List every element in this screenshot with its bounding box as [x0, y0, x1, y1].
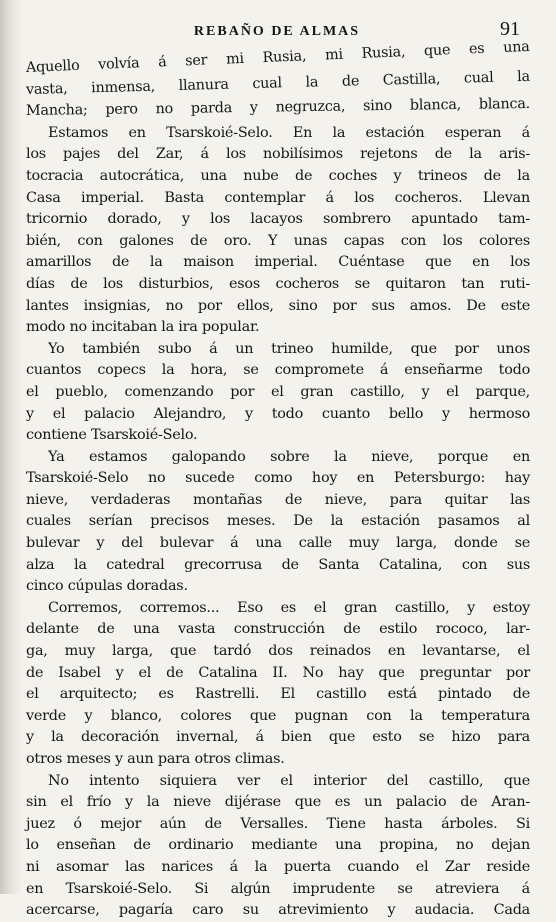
- text-line: y el palacio Alejandro, y todo cuanto bello y hermoso: [26, 405, 530, 422]
- text-line: sin el frío y la nieve dijérase que es un palacio de Aran-: [26, 794, 530, 811]
- text-line: amarillos de la maison imperial. Cuéntase que en los: [26, 254, 530, 271]
- text-line: días de los disturbios, esos cocheros se quitaron tan ruti-: [26, 275, 530, 292]
- text-line: los pajes del Zar, á los nobilísimos rejetons de la aris-: [26, 146, 530, 163]
- body-text: [25, 38, 531, 922]
- text-line: y la decoración invernal, á bien que esto se hizo para: [26, 729, 530, 746]
- text-line: modo no incitaban la ira popular.: [26, 319, 260, 336]
- text-line: juez ó mejor aún de Versalles. Tiene hasta árboles. Si: [26, 815, 530, 832]
- text-line: Yo también subo á un trineo humilde, que por unos: [48, 340, 530, 357]
- text-line: Ya estamos galopando sobre la nieve, porque en: [48, 448, 530, 465]
- text-line: ni asomar las narices á la puerta cuando el Zar reside: [26, 858, 530, 875]
- text-line: tricornio dorado, y los lacayos sombrero apuntado tam-: [26, 211, 530, 228]
- text-line: Casa imperial. Basta contemplar á los cocheros. Llevan: [26, 189, 530, 206]
- text-line: delante de una vasta construcción de estilo rococo, lar-: [26, 621, 530, 638]
- scan-edge-shadow: [0, 0, 22, 894]
- text-line: Aquello volvía á ser mi Rusia, mi Rusia, que es una: [25, 38, 530, 76]
- text-line: ga, muy larga, que tardó dos reinados en levantarse, el: [26, 643, 530, 660]
- text-line: en Tsarskoié-Selo. Si algún imprudente se atreviera á: [26, 880, 530, 897]
- text-line: Tsarskoié-Selo no sucede como hoy en Petersburgo: hay: [26, 470, 530, 487]
- text-line: nieve, verdaderas montañas de nieve, para quitar las: [26, 491, 530, 508]
- text-line: de Isabel y el de Catalina II. No hay que preguntar por: [26, 664, 530, 681]
- text-line: bulevar y del bulevar á una calle muy larga, donde se: [26, 535, 530, 552]
- text-line: cuales serían precisos meses. De la estación pasamos al: [26, 513, 530, 530]
- text-line: contiene Tsarskoié-Selo.: [26, 427, 198, 444]
- text-line: Mancha; pero no parda y negruzca, sino blanca, blanca.: [25, 96, 531, 120]
- text-line: vasta, inmensa, llanura cual la de Castilla, cual la: [25, 68, 531, 98]
- text-line: cinco cúpulas doradas.: [26, 578, 188, 595]
- text-line: alza la catedral grecorrusa de Santa Catalina, con sus: [26, 556, 530, 573]
- text-line: Estamos en Tsarskoié-Selo. En la estación esperan á: [48, 124, 530, 141]
- text-line: tocracia autocrática, una nube de coches y trineos de la: [26, 167, 530, 184]
- text-line: otros meses y aun para otros climas.: [26, 751, 285, 767]
- text-line: lantes insignias, no por ellos, sino por sus amos. De este: [26, 297, 530, 314]
- text-line: Corremos, corremos... Eso es el gran castillo, y estoy: [48, 599, 530, 616]
- text-line: el pueblo, comenzando por el gran castillo, y el parque,: [26, 383, 530, 400]
- page-number: 91: [500, 18, 520, 40]
- text-line: el arquitecto; es Rastrelli. El castillo está pintado de: [26, 686, 530, 703]
- running-title: REBAÑO DE ALMAS: [193, 24, 361, 39]
- text-line: cuantos copecs la hora, se compromete á enseñarme todo: [26, 362, 530, 379]
- text-line: acercarse, pagaría caro su atrevimiento y audacia. Cada: [26, 902, 530, 919]
- text-line: lo enseñan de ordinario mediante una propina, no dejan: [26, 837, 530, 854]
- text-line: No intento siquiera ver el interior del castillo, que: [48, 772, 530, 789]
- text-line: verde y blanco, colores que pugnan con la temperatura: [26, 707, 530, 724]
- text-line: bién, con galones de oro. Y unas capas con los colores: [26, 232, 530, 249]
